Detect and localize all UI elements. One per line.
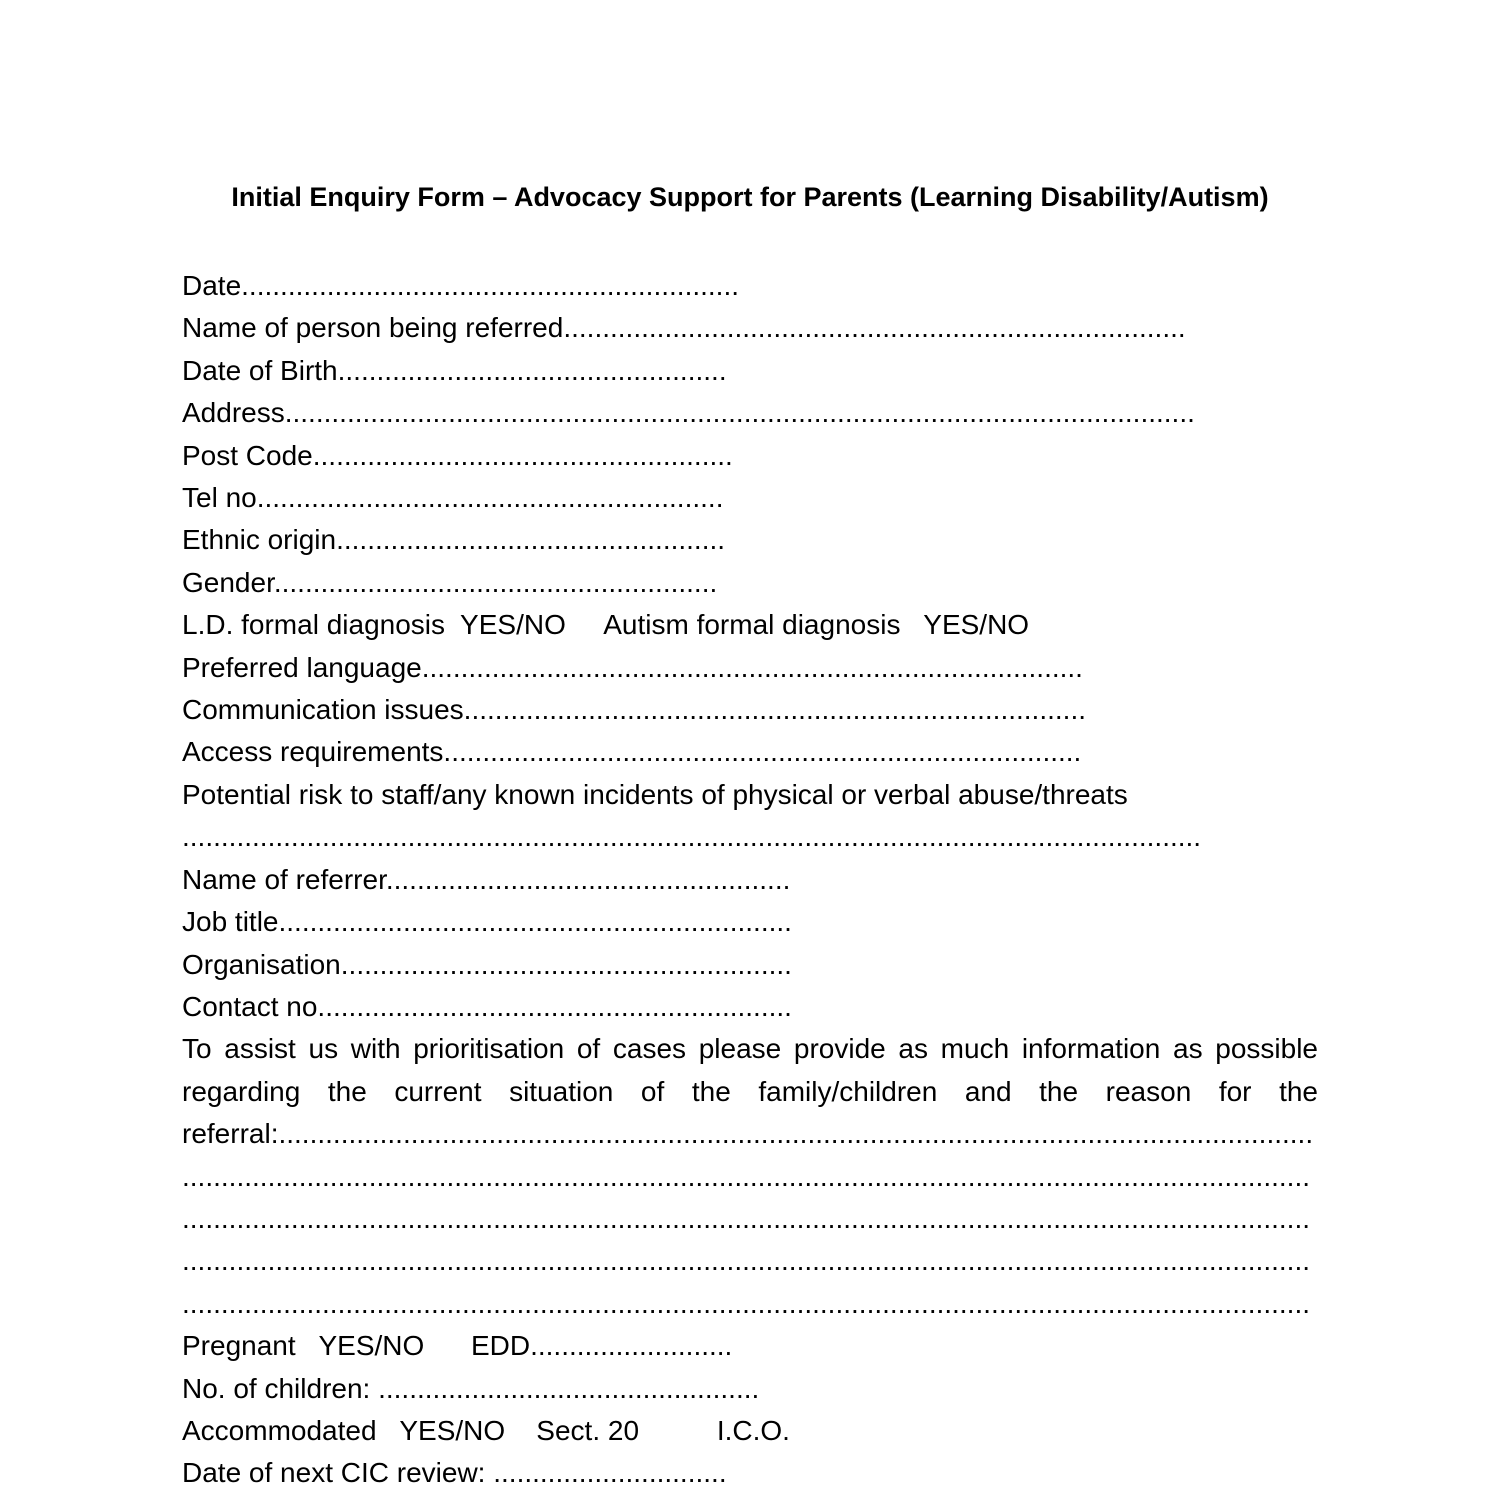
field-post-code: Post Code...................................................... [182,439,733,471]
form-body [182,265,1318,1495]
field-contact-no: Contact no............................................................. [182,990,792,1022]
field-organisation: Organisation.......................................................... [182,948,792,980]
dotted-line: ................................................................................................................................................. [182,1245,1310,1277]
paragraph-prioritisation-line-2: regarding the current situation of the family/children and the reason for the [182,1075,1318,1107]
field-gender: Gender......................................................... [182,566,718,598]
field-ethnic-origin: Ethnic origin.................................................. [182,524,726,556]
label-potential-risk: Potential risk to staff/any known incidents of physical or verbal abuse/threats [182,778,1128,810]
dotted-line: ................................................................................................................................................. [182,1202,1310,1234]
form-title: Initial Enquiry Form – Advocacy Support for Parents (Learning Disability/Autism) [231,182,1269,212]
dotted-line: ................................................................................................................................................. [182,1160,1310,1192]
paragraph-prioritisation-line-1: To assist us with prioritisation of cases please provide as much information as possible [182,1033,1318,1065]
field-tel-no: Tel no............................................................ [182,482,724,514]
field-address: Address..................................................................................................................... [182,397,1195,429]
dotted-line: ................................................................................................................................... [182,821,1202,853]
field-pregnant-edd: Pregnant YES/NO EDD.......................... [182,1330,733,1362]
field-preferred-language: Preferred language..................................................................................... [182,651,1083,683]
field-accommodated: Accommodated YES/NO Sect. 20 I.C.O. [182,1414,790,1446]
field-name-of-person-being-referred: Name of person being referred................................................................................ [182,312,1186,344]
field-access-requirements: Access requirements.................................................................................. [182,736,1082,768]
field-date-of-birth: Date of Birth.................................................. [182,354,727,386]
field-no-of-children: No. of children: ................................................. [182,1372,760,1404]
field-date-of-next-cic-review: Date of next CIC review: .............................. [182,1457,727,1489]
field-name-of-referrer: Name of referrer.................................................... [182,863,791,895]
field-ld-autism-diagnosis: L.D. formal diagnosis YES/NO Autism formal diagnosis YES/NO [182,609,1030,641]
field-job-title: Job title.................................................................. [182,906,792,938]
field-communication-issues: Communication issues................................................................................ [182,694,1087,726]
dotted-line: ................................................................................................................................................. [182,1287,1310,1319]
field-referral: referral:..................................................................................................................................... [182,1118,1314,1150]
field-date: Date................................................................ [182,270,740,301]
